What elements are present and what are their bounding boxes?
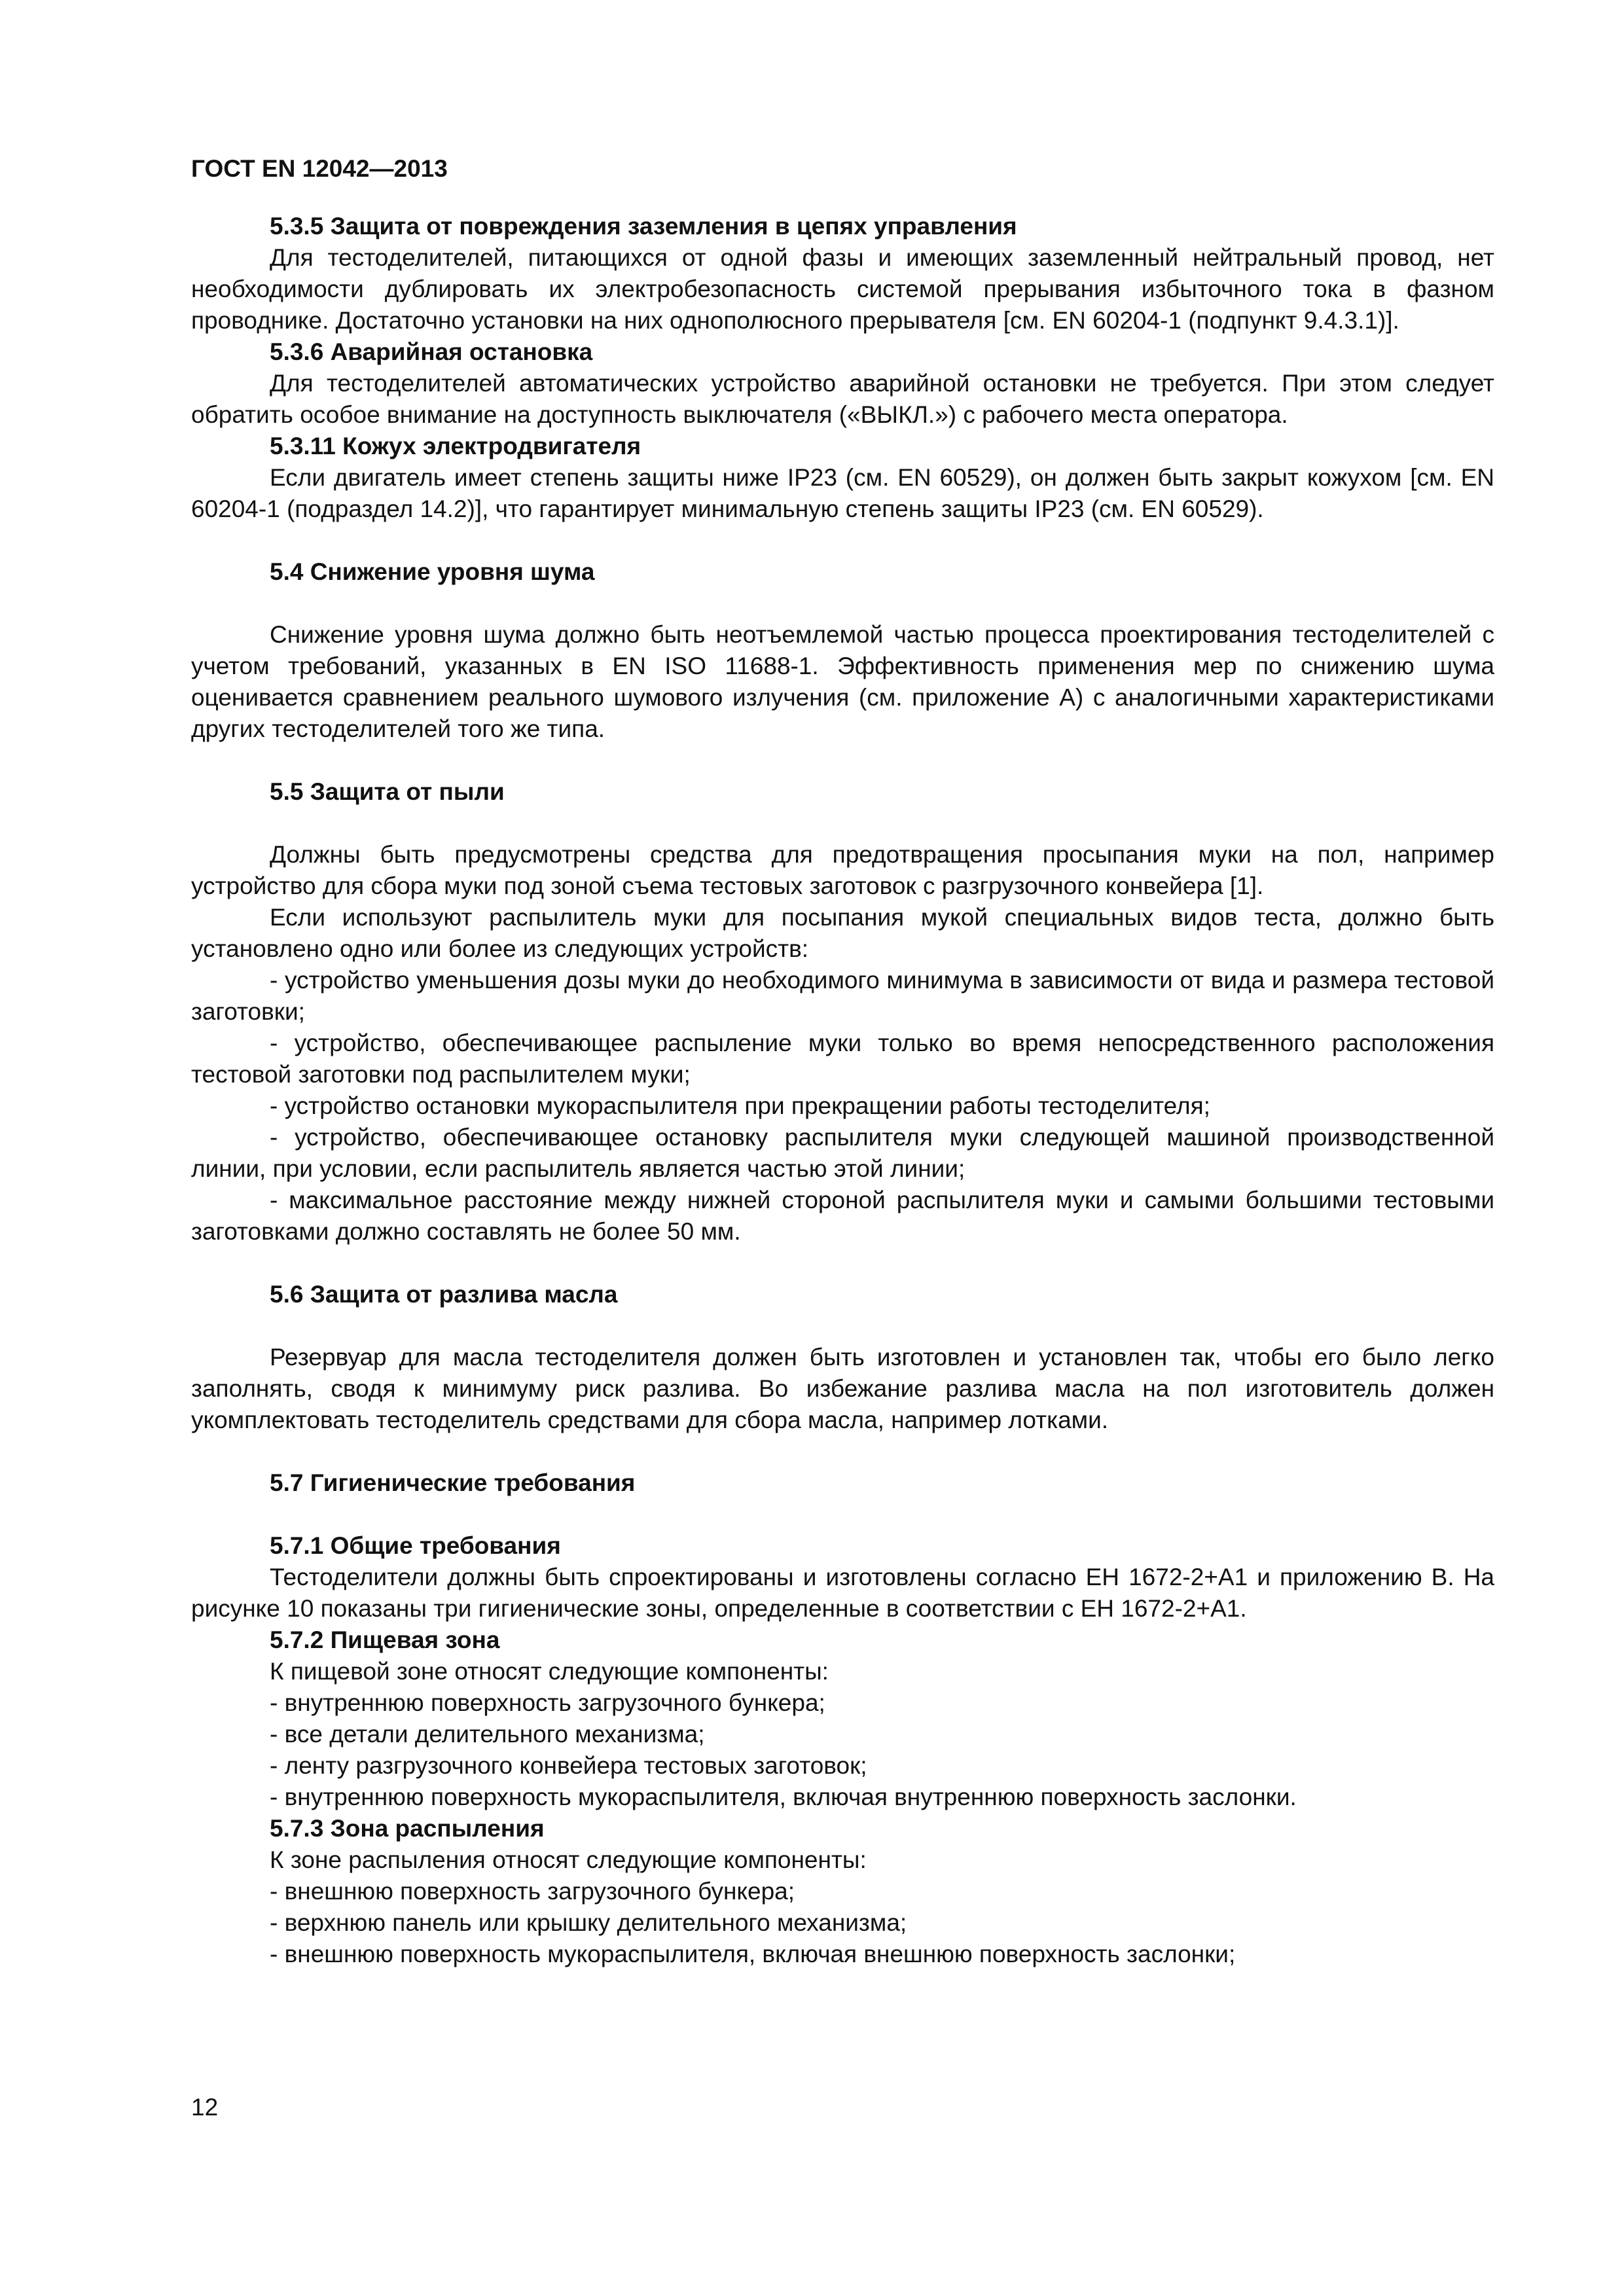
- document-body: [191, 211, 1494, 1970]
- document-header: ГОСТ EN 12042—2013: [191, 155, 448, 182]
- section-5-3-5-heading: 5.3.5 Защита от повреждения заземления в цепях управления: [270, 213, 1017, 240]
- page-number: 12: [191, 2094, 219, 2121]
- section-5-3-6-paragraph: Для тестоделителей автоматических устройство аварийной остановки не требуется. При этом следует обратить особое внимание на доступность выключателя («ВЫКЛ.») с рабочего места оператора.: [191, 370, 1494, 428]
- section-5-7-1-paragraph: Тестоделители должны быть спроектированы и изготовлены согласно ЕН 1672-2+А1 и приложению В. На рисунке 10 показаны три гигиенические зоны, определенные в соответствии с ЕН 1672-2+А1.: [191, 1564, 1494, 1622]
- list-item: - ленту разгрузочного конвейера тестовых заготовок;: [270, 1752, 867, 1779]
- section-5-7-2-heading: 5.7.2 Пищевая зона: [270, 1626, 500, 1653]
- list-item: - все детали делительного механизма;: [270, 1721, 705, 1748]
- section-5-6-paragraph: Резервуар для масла тестоделителя должен быть изготовлен и установлен так, чтобы его было легко заполнять, сводя к минимуму риск разлива. Во избежание разлива масла на пол изготовитель должен укомплектовать тестоделитель средствами для сбора масла, например лотками.: [191, 1344, 1494, 1433]
- section-5-7-3-intro: К зоне распыления относят следующие компоненты:: [270, 1846, 867, 1873]
- list-item: - внутреннюю поверхность мукораспылителя, включая внутреннюю поверхность заслонки.: [270, 1784, 1297, 1810]
- list-item: - устройство, обеспечивающее распыление муки только во время непосредственного расположения тестовой заготовки под распылителем муки;: [191, 1030, 1494, 1088]
- section-5-3-5-paragraph: Для тестоделителей, питающихся от одной фазы и имеющих заземленный нейтральный провод, нет необходимости дублировать их электробезопасность системой прерывания избыточного тока в фазном проводнике. Достаточно установки на них однополюсного прерывателя [см. EN 60204-1 (подпункт 9.4.3.1)].: [191, 244, 1494, 334]
- section-5-5-heading: 5.5 Защита от пыли: [270, 778, 505, 805]
- list-item: - внутреннюю поверхность загрузочного бункера;: [270, 1689, 825, 1716]
- list-item: - верхнюю панель или крышку делительного механизма;: [270, 1909, 907, 1936]
- list-item: - устройство уменьшения дозы муки до необходимого минимума в зависимости от вида и размера тестовой заготовки;: [191, 967, 1494, 1025]
- list-item: - внешнюю поверхность мукораспылителя, включая внешнюю поверхность заслонки;: [270, 1941, 1236, 1967]
- section-5-7-3-heading: 5.7.3 Зона распыления: [270, 1815, 545, 1842]
- section-5-7-1-heading: 5.7.1 Общие требования: [270, 1532, 561, 1559]
- section-5-3-6-heading: 5.3.6 Аварийная остановка: [270, 338, 593, 365]
- list-item: - максимальное расстояние между нижней стороной распылителя муки и самыми большими тестовыми заготовками должно составлять не более 50 мм.: [191, 1187, 1494, 1245]
- section-5-7-2-intro: К пищевой зоне относят следующие компоненты:: [270, 1658, 829, 1685]
- list-item: - внешнюю поверхность загрузочного бункера;: [270, 1878, 795, 1905]
- section-5-5-paragraph-2: Если используют распылитель муки для посыпания мукой специальных видов теста, должно быть установлено одно или более из следующих устройств:: [191, 904, 1494, 962]
- list-item: - устройство остановки мукораспылителя при прекращении работы тестоделителя;: [270, 1092, 1210, 1119]
- section-5-4-heading: 5.4 Снижение уровня шума: [270, 558, 595, 585]
- section-5-3-11-heading: 5.3.11 Кожух электродвигателя: [270, 433, 641, 459]
- section-5-4-paragraph: Снижение уровня шума должно быть неотъемлемой частью процесса проектирования тестоделителей с учетом требований, указанных в EN ISO 11688-1. Эффективность применения мер по снижению шума оценивается сравнением реального шумового излучения (см. приложение А) с аналогичными характеристиками других тестоделителей того же типа.: [191, 621, 1494, 742]
- section-5-7-heading: 5.7 Гигиенические требования: [270, 1469, 636, 1496]
- section-5-3-11-paragraph: Если двигатель имеет степень защиты ниже IP23 (см. EN 60529), он должен быть закрыт кожухом [см. EN 60204-1 (подраздел 14.2)], что гарантирует минимальную степень защиты IP23 (см. EN 60529).: [191, 464, 1494, 522]
- section-5-5-paragraph-1: Должны быть предусмотрены средства для предотвращения просыпания муки на пол, например устройство для сбора муки под зоной съема тестовых заготовок с разгрузочного конвейера [1].: [191, 841, 1494, 899]
- section-5-6-heading: 5.6 Защита от разлива масла: [270, 1281, 618, 1308]
- list-item: - устройство, обеспечивающее остановку распылителя муки следующей машиной производственной линии, при условии, если распылитель является частью этой линии;: [191, 1124, 1494, 1182]
